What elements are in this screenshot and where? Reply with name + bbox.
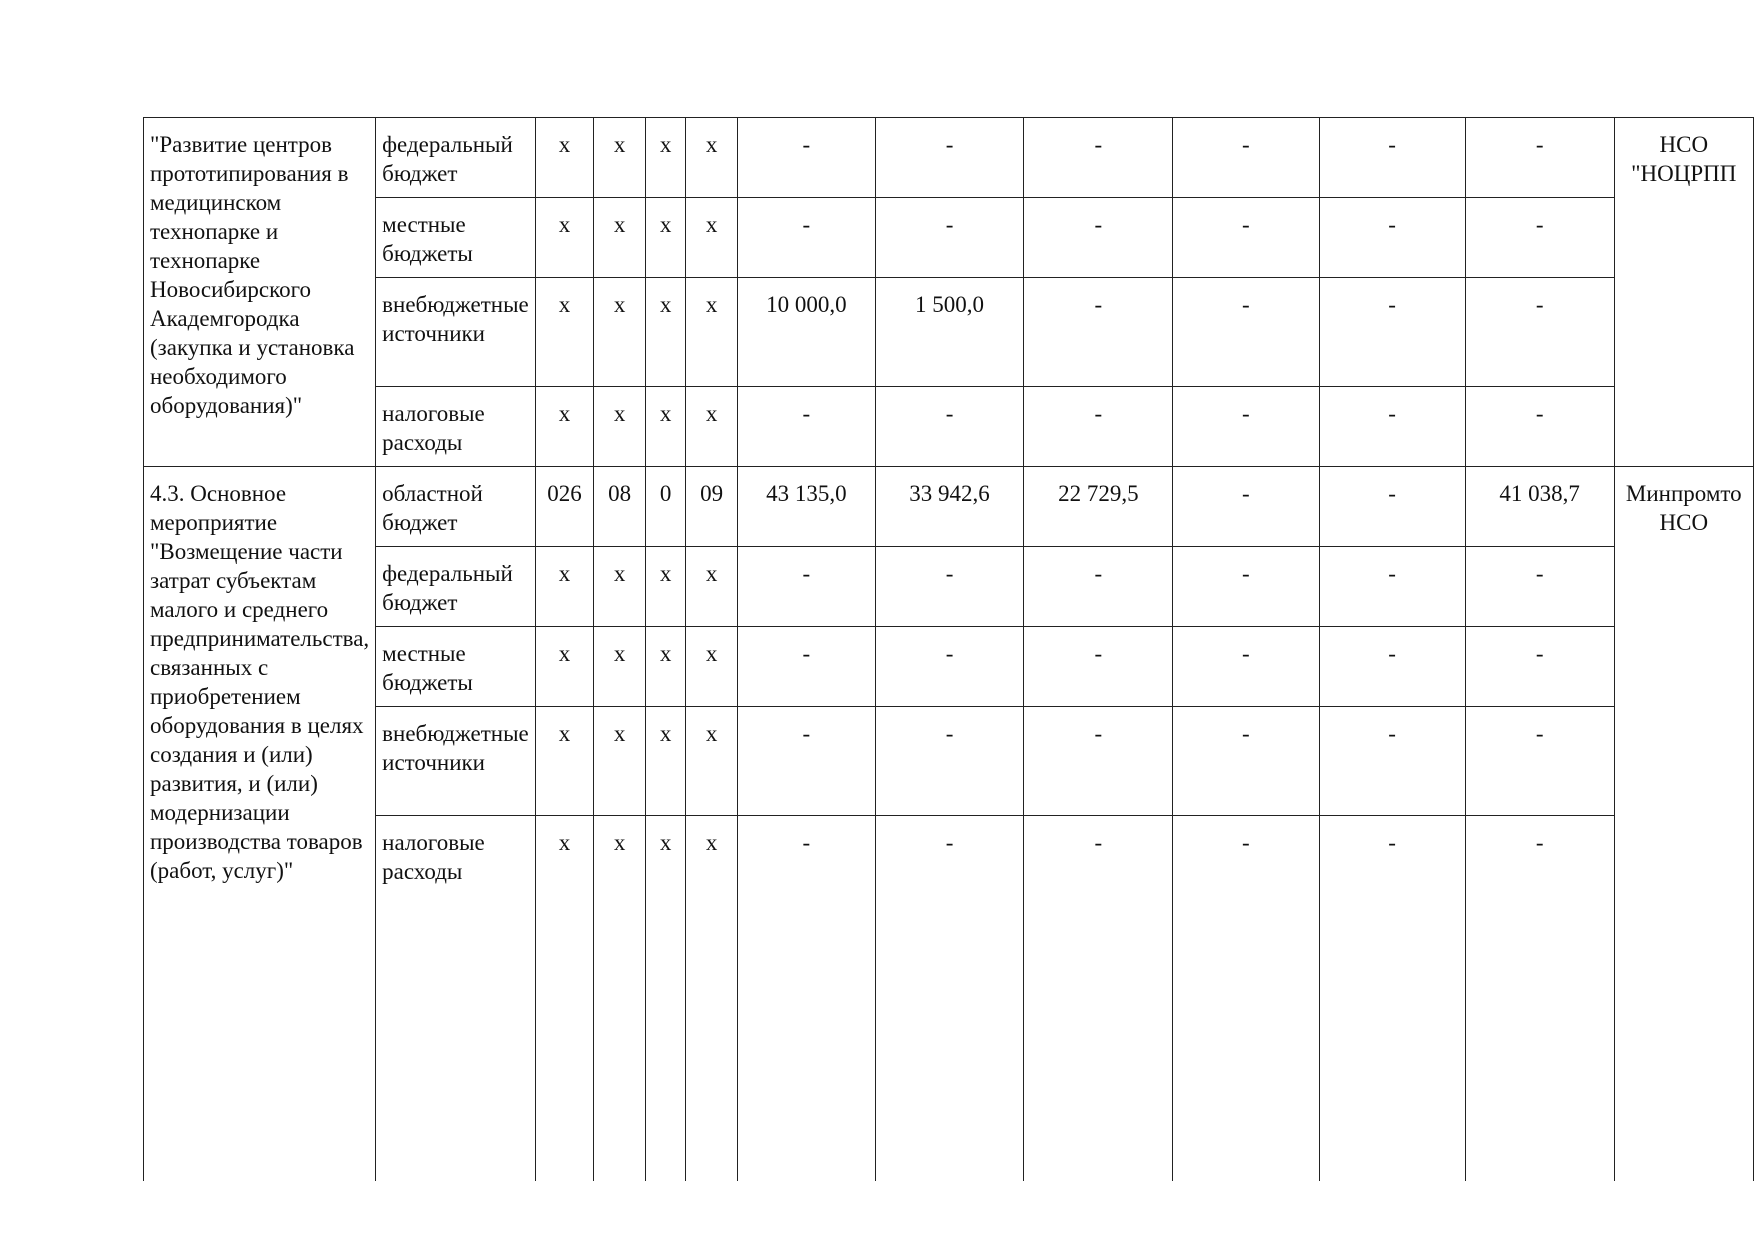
value-cell: - bbox=[1173, 627, 1319, 707]
value-cell: - bbox=[1319, 816, 1465, 1181]
code-cell: х bbox=[594, 707, 646, 816]
value-cell: - bbox=[1024, 118, 1173, 198]
value-cell: - bbox=[1465, 198, 1614, 278]
code-cell: х bbox=[646, 387, 686, 467]
value-cell: - bbox=[875, 118, 1024, 198]
value-cell: - bbox=[1173, 198, 1319, 278]
value-cell: 41 038,7 bbox=[1465, 467, 1614, 547]
code-cell: х bbox=[686, 707, 738, 816]
table-row bbox=[144, 627, 1754, 707]
value-cell: - bbox=[1173, 278, 1319, 387]
value-cell: - bbox=[1465, 278, 1614, 387]
activity-name: 4.3. Основное мероприятие "Возмещение части затрат субъектам малого и среднего предпринимательства, связанных с приобретением оборудования в целях создания и (или) развития, и (или) модернизации производства товаров (работ, услуг)" bbox=[144, 467, 376, 1181]
value-cell: 1 500,0 bbox=[875, 278, 1024, 387]
value-cell: - bbox=[738, 707, 876, 816]
code-cell: 08 bbox=[594, 467, 646, 547]
table-row bbox=[144, 707, 1754, 816]
table-row bbox=[144, 467, 1754, 547]
code-cell: х bbox=[686, 387, 738, 467]
value-cell: - bbox=[875, 707, 1024, 816]
value-cell: 10 000,0 bbox=[738, 278, 876, 387]
executor-cell bbox=[1614, 467, 1753, 1181]
value-cell: 43 135,0 bbox=[738, 467, 876, 547]
value-cell: - bbox=[1319, 547, 1465, 627]
value-cell: - bbox=[1173, 547, 1319, 627]
table-row bbox=[144, 118, 1754, 198]
value-cell: - bbox=[1319, 467, 1465, 547]
code-cell: х bbox=[594, 816, 646, 1181]
value-cell: - bbox=[738, 387, 876, 467]
table-row bbox=[144, 387, 1754, 467]
code-cell: х bbox=[535, 278, 593, 387]
executor-cell bbox=[1614, 118, 1753, 467]
activity-name: "Развитие центров прототипирования в медицинском технопарке и технопарке Новосибирского Академгородка (закупка и установка необходимого оборудования)" bbox=[144, 118, 376, 467]
code-cell: х bbox=[535, 816, 593, 1181]
table-row bbox=[144, 198, 1754, 278]
value-cell: - bbox=[875, 816, 1024, 1181]
funding-source: областной бюджет bbox=[376, 467, 536, 547]
code-cell: х bbox=[686, 627, 738, 707]
value-cell: - bbox=[1173, 467, 1319, 547]
code-cell: х bbox=[535, 547, 593, 627]
value-cell: - bbox=[1024, 547, 1173, 627]
value-cell: - bbox=[1024, 627, 1173, 707]
table-row bbox=[144, 816, 1754, 1181]
value-cell: - bbox=[738, 118, 876, 198]
value-cell: - bbox=[1173, 816, 1319, 1181]
value-cell: - bbox=[875, 387, 1024, 467]
code-cell: х bbox=[535, 198, 593, 278]
value-cell: - bbox=[1319, 118, 1465, 198]
value-cell: - bbox=[1024, 707, 1173, 816]
value-cell: - bbox=[1173, 707, 1319, 816]
value-cell: - bbox=[1173, 387, 1319, 467]
executor-line: Минпромто bbox=[1625, 481, 1742, 506]
code-cell: х bbox=[686, 278, 738, 387]
code-cell: х bbox=[535, 627, 593, 707]
funding-source: налоговые расходы bbox=[376, 816, 536, 1181]
value-cell: 22 729,5 bbox=[1024, 467, 1173, 547]
code-cell: х bbox=[594, 278, 646, 387]
value-cell: - bbox=[1024, 278, 1173, 387]
code-cell: х bbox=[594, 387, 646, 467]
code-cell: х bbox=[646, 118, 686, 198]
value-cell: - bbox=[1024, 198, 1173, 278]
code-cell: х bbox=[646, 198, 686, 278]
code-cell: х bbox=[686, 547, 738, 627]
value-cell: - bbox=[875, 198, 1024, 278]
value-cell: - bbox=[1024, 387, 1173, 467]
value-cell: - bbox=[738, 627, 876, 707]
value-cell: - bbox=[738, 547, 876, 627]
code-cell: х bbox=[594, 118, 646, 198]
code-cell: х bbox=[646, 547, 686, 627]
value-cell: - bbox=[1173, 118, 1319, 198]
funding-source: внебюджетные источники bbox=[376, 278, 536, 387]
code-cell: х bbox=[686, 198, 738, 278]
value-cell: - bbox=[875, 627, 1024, 707]
code-cell: х bbox=[646, 627, 686, 707]
value-cell: - bbox=[1319, 387, 1465, 467]
table-row bbox=[144, 547, 1754, 627]
table-row bbox=[144, 278, 1754, 387]
executor-line: "НОЦРПП bbox=[1631, 161, 1737, 186]
code-cell: х bbox=[535, 118, 593, 198]
code-cell: х bbox=[646, 707, 686, 816]
value-cell: - bbox=[875, 547, 1024, 627]
value-cell: - bbox=[1465, 387, 1614, 467]
code-cell: х bbox=[594, 627, 646, 707]
funding-source: внебюджетные источники bbox=[376, 707, 536, 816]
code-cell: 09 bbox=[686, 467, 738, 547]
value-cell: - bbox=[1465, 707, 1614, 816]
code-cell: х bbox=[535, 387, 593, 467]
code-cell: 0 bbox=[646, 467, 686, 547]
code-cell: 026 bbox=[535, 467, 593, 547]
value-cell: - bbox=[1319, 627, 1465, 707]
code-cell: х bbox=[686, 816, 738, 1181]
funding-source: местные бюджеты bbox=[376, 198, 536, 278]
value-cell: - bbox=[1465, 118, 1614, 198]
value-cell: - bbox=[1319, 278, 1465, 387]
financing-table bbox=[143, 117, 1754, 1181]
value-cell: - bbox=[1465, 627, 1614, 707]
value-cell: - bbox=[1319, 198, 1465, 278]
code-cell: х bbox=[646, 278, 686, 387]
value-cell: - bbox=[1465, 547, 1614, 627]
value-cell: - bbox=[1319, 707, 1465, 816]
funding-source: федеральный бюджет bbox=[376, 118, 536, 198]
value-cell: 33 942,6 bbox=[875, 467, 1024, 547]
value-cell: - bbox=[1024, 816, 1173, 1181]
value-cell: - bbox=[738, 816, 876, 1181]
code-cell: х bbox=[594, 198, 646, 278]
code-cell: х bbox=[594, 547, 646, 627]
code-cell: х bbox=[535, 707, 593, 816]
funding-source: местные бюджеты bbox=[376, 627, 536, 707]
funding-source: налоговые расходы bbox=[376, 387, 536, 467]
value-cell: - bbox=[1465, 816, 1614, 1181]
executor-line: НСО bbox=[1659, 132, 1709, 157]
funding-source: федеральный бюджет bbox=[376, 547, 536, 627]
code-cell: х bbox=[686, 118, 738, 198]
code-cell: х bbox=[646, 816, 686, 1181]
value-cell: - bbox=[738, 198, 876, 278]
executor-line: НСО bbox=[1659, 510, 1709, 535]
